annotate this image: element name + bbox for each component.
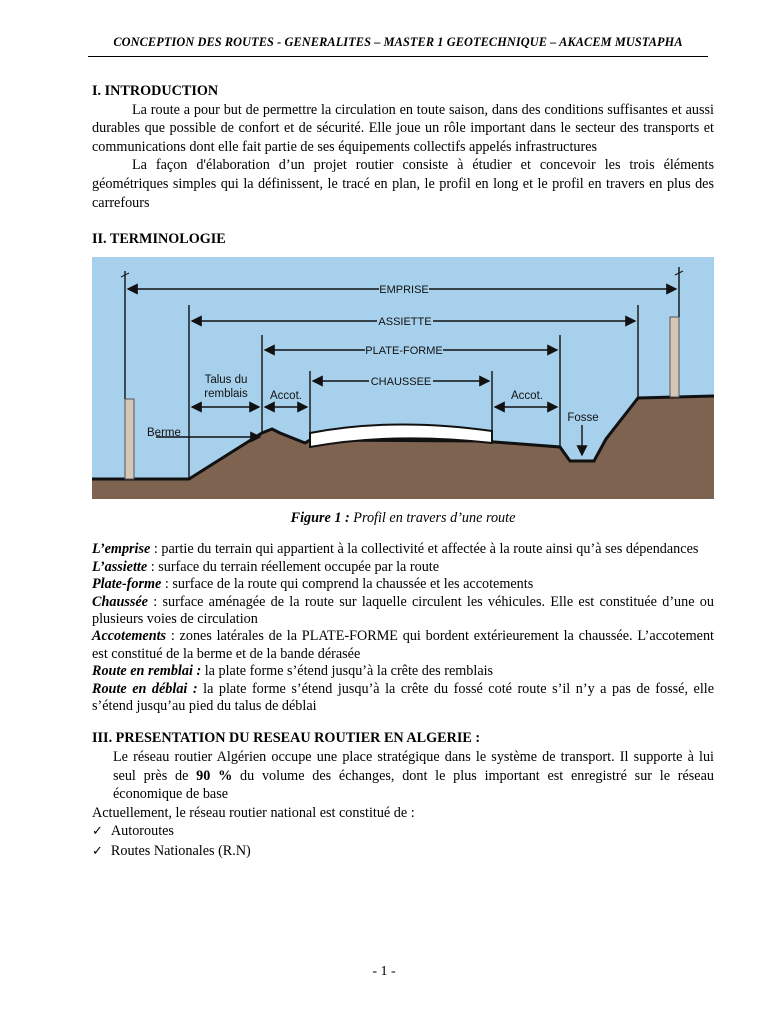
- page-header: CONCEPTION DES ROUTES - GENERALITES – MASTER 1 GEOTECHNIQUE – AKACEM MUSTAPHA: [113, 35, 683, 49]
- cross-section-figure: [92, 257, 714, 499]
- definition-text: la plate forme s’étend jusqu’à la crête des remblais: [201, 663, 494, 680]
- header-rule: [88, 56, 708, 57]
- section-heading-reseau: III. PRESENTATION DU RESEAU ROUTIER EN ALGERIE :: [92, 730, 481, 747]
- definitions-list: [92, 541, 714, 715]
- definition-term: Accotements: [92, 628, 167, 645]
- intro-paragraph-1: La route a pour but de permettre la circulation en toute saison, dans des conditions suffisantes et aussi durables que possible de confort et de sécurité. Elle joue un rôle important dans le secteur des transports et communications dont elle fait partie de ses équipements collectifs appelés infrastructures: [92, 101, 714, 155]
- list-item-routes-nationales: [92, 842, 714, 862]
- label-assiette: ASSIETTE: [378, 315, 432, 328]
- left-boundary-post: [125, 399, 134, 479]
- label-accot-left: Accot.: [270, 389, 302, 402]
- definition-term: Plate-forme: [92, 576, 162, 593]
- definition-term: L’emprise: [92, 541, 151, 558]
- definition-term: Chaussée: [92, 593, 148, 610]
- figure-caption: [92, 509, 714, 528]
- definition-text: la plate forme s’étend jusqu’à la crête du fossé coté route s’il n’y a pas de fossé, elle s’étend jusqu’au pied du talus de déblai: [92, 680, 715, 714]
- definition-accotements: [92, 628, 714, 663]
- checkmark-icon: ✓: [92, 824, 103, 840]
- section-reseau-routier: [92, 729, 714, 861]
- definition-text: : zones latérales de la PLATE-FORME qui bordent extérieurement la chaussée. L’accotement est constitué de la berme et de la bande dérasée: [92, 628, 714, 662]
- definition-term: Route en déblai :: [92, 680, 198, 697]
- intro-paragraph-2: La façon d'élaboration d’un projet routier consiste à étudier et concevoir les trois éléments géométriques simples qui la définissent, le tracé en plan, le profil en long et le profil en travers en plus des carrefours: [92, 157, 714, 211]
- definition-emprise: [92, 541, 714, 558]
- definition-route-en-deblai: [92, 681, 714, 716]
- checkmark-icon: ✓: [92, 843, 103, 859]
- page-content: [92, 82, 714, 862]
- label-berme: Berme: [147, 426, 181, 439]
- label-chaussee: CHAUSSEE: [370, 375, 432, 388]
- reseau-paragraph: [92, 748, 714, 804]
- label-accot-right: Accot.: [511, 389, 543, 402]
- list-item-autoroutes: [92, 822, 714, 842]
- page-number: - 1 -: [372, 964, 396, 979]
- definition-text: : surface du terrain réellement occupée par la route: [147, 558, 440, 575]
- road-cross-section-diagram: [92, 257, 714, 499]
- label-talus-line1: Talus du: [204, 373, 248, 386]
- right-boundary-post: [670, 317, 679, 397]
- reseau-text-part1: Le réseau routier Algérien occupe une place stratégique dans le système de transport. Il supporte à lui seul près de: [113, 749, 714, 784]
- definition-chaussee: [92, 594, 714, 629]
- definition-route-en-remblai: [92, 663, 714, 680]
- label-plate-forme: PLATE-FORME: [365, 344, 443, 357]
- label-fosse: Fosse: [567, 411, 599, 424]
- definition-text: : surface aménagée de la route sur laquelle circulent les véhicules. Elle est constituée d’une ou plusieurs voies de circulation: [92, 593, 714, 627]
- definition-text: : partie du terrain qui appartient à la collectivité et affectée à la route ainsi qu’à ses dépendances: [150, 541, 699, 558]
- definition-plate-forme: [92, 576, 714, 593]
- reseau-percentage: 90 %: [196, 767, 233, 784]
- definition-text: : surface de la route qui comprend la chaussée et les accotements: [161, 576, 534, 593]
- figure-caption-text: Profil en travers d’une route: [349, 509, 516, 526]
- definition-assiette: [92, 559, 714, 576]
- reseau-intro-line: Actuellement, le réseau routier national est constitué de :: [92, 804, 415, 821]
- section-heading-introduction: I. INTRODUCTION: [92, 83, 219, 99]
- label-talus-line2: remblais: [204, 387, 248, 400]
- definition-term: Route en remblai :: [92, 663, 202, 680]
- figure-caption-number: Figure 1 :: [290, 509, 350, 526]
- list-item-label: Routes Nationales (R.N): [110, 842, 251, 859]
- reseau-text-part2: du volume des échanges, dont le plus important est enregistré sur le réseau économique de base: [113, 767, 714, 803]
- definition-term: L’assiette: [92, 558, 148, 575]
- section-heading-terminologie: II. TERMINOLOGIE: [92, 231, 226, 248]
- label-emprise: EMPRISE: [379, 283, 429, 296]
- list-item-label: Autoroutes: [110, 823, 174, 840]
